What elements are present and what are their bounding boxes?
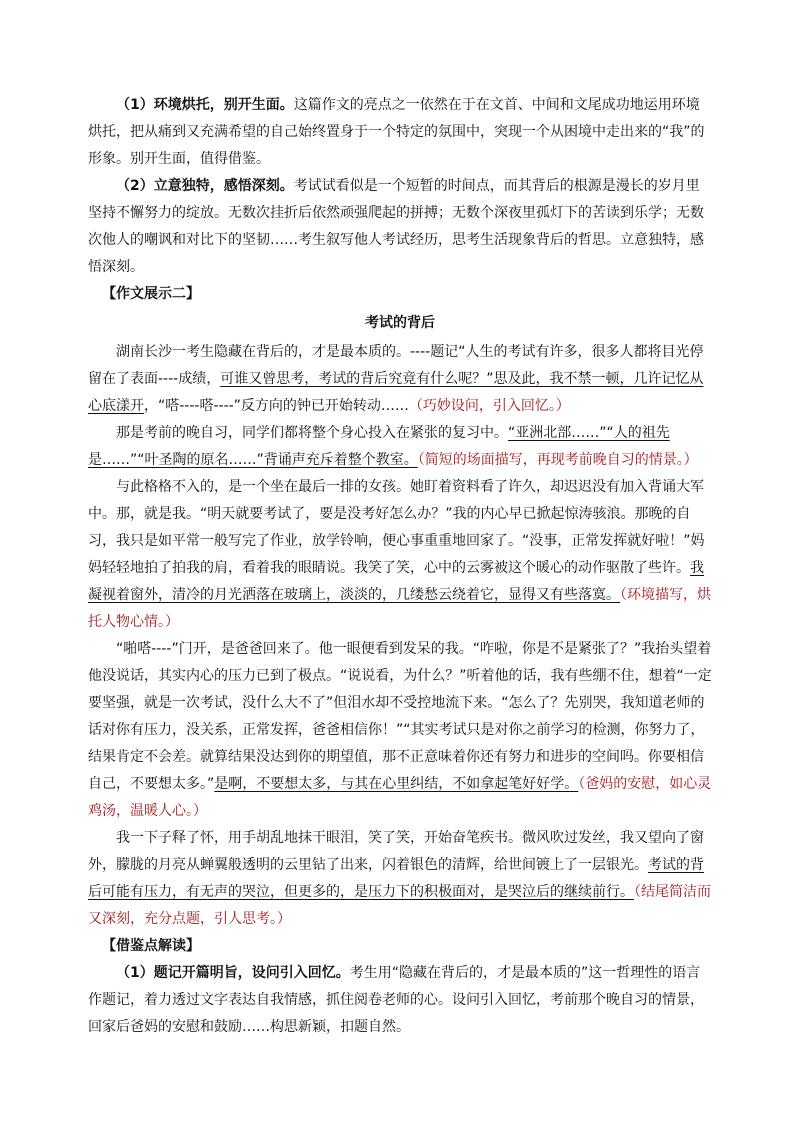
essay-text: 湖南长沙一考生隐藏在背后的，才是最本质的。----题记“人生的考试有许多，很多人都将目光停留在了表面----成绩， bbox=[88, 344, 704, 387]
section-heading-essay-two: 【作文展示二】 bbox=[102, 286, 200, 302]
underlined-text: 考试的背后可能有压力，有无声的哭泣，但更多的，是压力下的积极面对，是哭泣后的继续前行。 bbox=[88, 857, 704, 900]
paragraph-text: 这篇作文的亮点之一依然在于在文首、中间和文尾成功地运用环境烘托，把从痛到又充满希望的自己始终置身于一个特定的氛围中，突现一个从困境中走出来的“我”的形象。别开生面，值得借鉴。 bbox=[88, 97, 705, 167]
paragraph-text: 考生用“隐藏在背后的，才是最本质的”这一哲理性的语言作题记，着力透过文字表达自我情感，抓住阅卷老师的心。设问引入回忆，考前那个晚自习的情景，回家后爸妈的安慰和鼓励……构思新颖，扣题自然。 bbox=[88, 965, 704, 1035]
essay-paragraph-1 bbox=[88, 339, 712, 420]
underlined-text: 是啊，不要想太多，与其在心里纠结，不如拿起笔好好学。 bbox=[214, 776, 579, 792]
essay-text: ，“嗒----嗒----”反方向的钟已开始转动…… bbox=[144, 398, 409, 414]
underlined-text: “亚洲北部……”“人的祖先是……”“叶圣陶的原名……”背诵声充斥着整个教室。 bbox=[88, 425, 670, 468]
section-heading-points: 【借鉴点解读】 bbox=[102, 938, 200, 954]
essay-text: 我一下子释了怀，用手胡乱地抹干眼泪，笑了笑，开始奋笔疾书。微风吹过发丝，我又望向了窗外，朦胧的月亮从蝉翼般透明的云里钻了出来，闪着银色的清辉，给世间镀上了一层银光。 bbox=[88, 830, 704, 873]
underlined-text: 可谁又曾思考，考试的背后究竟有什么呢？”思及此，我不禁一顿，几许记忆从心底漾开 bbox=[88, 371, 704, 414]
essay-paragraph-5 bbox=[88, 825, 712, 933]
comment-note: （结尾简洁而又深刻，充分点题，引人思考。） bbox=[88, 884, 711, 927]
essay-paragraph-4 bbox=[88, 636, 712, 825]
essay-text: 那是考前的晚自习，同学们都将整个身心投入在紧张的复习中。 bbox=[116, 425, 508, 441]
comment-note: （巧妙设问，引入回忆。） bbox=[408, 398, 570, 414]
essay-text: “啪嗒----”门开，是爸爸回来了。他一眼便看到发呆的我。“咋啦，你是不是紧张了？”我抬头望着他没说话，其实内心的压力已到了极点。“说说看，为什么？”听着他的话，我有些绷不住，想着“一定要坚强，就是一次考试，没什么大不了”但泪水却不受控地流下来。“怎么了？先别哭，我知道老师的话对你有压力，没关系，正常发挥，爸爸相信你！”“其实考试只是对你之前学习的检测，你努力了，结果肯定不会差。就算结果没达到你的期望值，那不正意味着你还有努力和进步的空间吗。你要相信自己，不要想太多。” bbox=[88, 641, 712, 792]
paragraph-text: 考试试看似是一个短暂的时间点，而其背后的根源是漫长的岁月里坚持不懈努力的绽放。无数次挂折后依然顽强爬起的拼搏；无数个深夜里孤灯下的苦读到乐学；无数次他人的嘲讽和对比下的坚韧……考生叙写他人考试经历，思考生活现象背后的哲思。立意独特，感悟深刻。 bbox=[88, 178, 704, 275]
paragraph-environment bbox=[88, 92, 712, 173]
comment-note: （简短的场面描写，再现考前晚自习的情景。） bbox=[417, 452, 698, 468]
point-heading: （2）立意独特，感悟深刻。 bbox=[116, 178, 294, 194]
essay-paragraph-3 bbox=[88, 474, 712, 636]
essay-paragraph-2 bbox=[88, 420, 712, 474]
essay-title: 考试的背后 bbox=[365, 315, 435, 331]
comment-note: （环境描写，烘托人物心情。） bbox=[88, 587, 711, 630]
underlined-text: 我凝视着窗外，清冷的月光洒落在玻璃上，淡淡的，几缕愁云绕着它，显得又有些落寞。 bbox=[88, 560, 704, 603]
point-heading: （1）环境烘托，别开生面。 bbox=[116, 97, 294, 113]
essay-text: 与此格格不入的，是一个坐在最后一排的女孩。她盯着资料看了许久，却迟迟没有加入背诵大军中。那，就是我。“明天就要考试了，要是没考好怎么办？”我的内心早已掀起惊涛骇浪。那晚的自习，我只是如平常一般写完了作业，放学铃响，便心事重重地回家了。“没事，正常发挥就好啦！”妈妈轻轻地拍了拍我的肩，看着我的眼睛说。我笑了笑，心中的云雾被这个暖心的动作驱散了些许。 bbox=[88, 479, 705, 576]
point-heading: （1）题记开篇明旨，设问引入回忆。 bbox=[116, 965, 350, 981]
comment-note: （爸妈的安慰，如心灵鸡汤，温暖人心。） bbox=[88, 776, 712, 819]
paragraph-point-1 bbox=[88, 960, 712, 1041]
document-body bbox=[88, 92, 712, 1041]
paragraph-idea bbox=[88, 173, 712, 281]
